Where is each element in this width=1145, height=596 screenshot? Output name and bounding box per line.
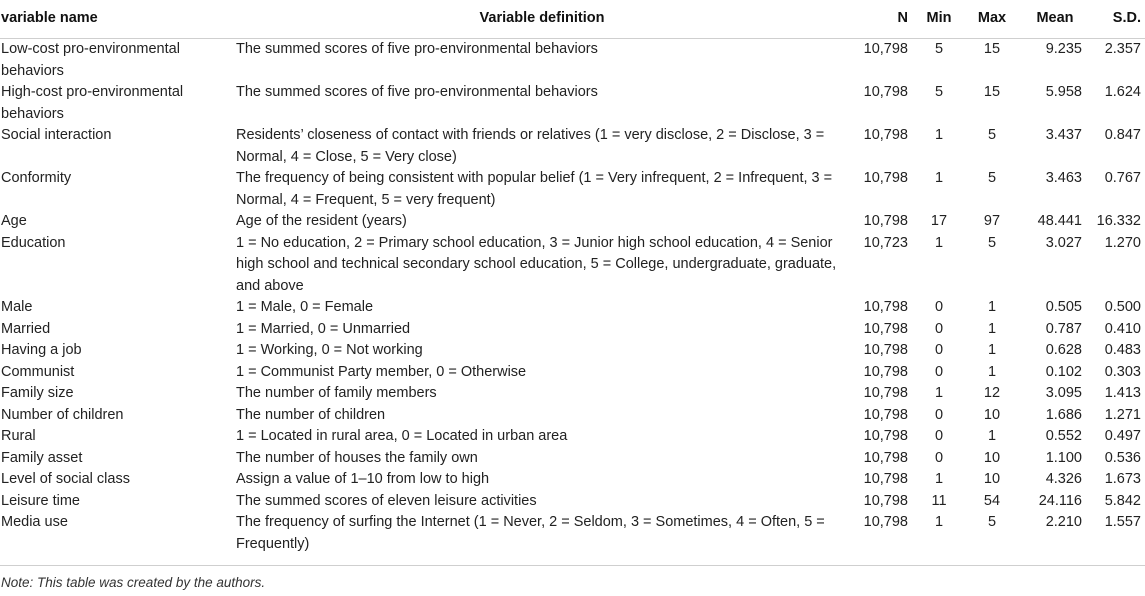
table-row	[0, 362, 1145, 384]
cell-variable-definition: 1 = Located in rural area, 0 = Located in urban area	[236, 428, 568, 444]
cell-n: 10,798	[863, 363, 908, 380]
header-row	[0, 0, 1145, 39]
table-row	[0, 168, 1145, 211]
cell-variable-definition: Residents’ closeness of contact with friends or relatives (1 = very disclose, 2 = Disclose, 3 = Normal, 4 = Close, 5 = Very close)	[236, 127, 825, 165]
cell-max: 54	[983, 492, 1001, 509]
cell-n: 10,798	[863, 213, 908, 229]
cell-variable-definition: The summed scores of eleven leisure activities	[236, 492, 537, 509]
table-row	[0, 448, 1145, 470]
cell-n: 10,798	[863, 320, 908, 337]
cell-variable-definition: The number of houses the family own	[236, 449, 478, 466]
cell-min: 1	[934, 127, 944, 143]
cell-variable-definition: 1 = No education, 2 = Primary school education, 3 = Junior high school education, 4 = Senior high school and technical secondary school education, 5 = College, undergraduate, graduate, and above	[236, 234, 837, 294]
table-body	[0, 39, 1145, 566]
cell-variable-definition: Assign a value of 1–10 from low to high	[236, 471, 490, 487]
cell-max: 1	[987, 299, 997, 315]
cell-max: 5	[966, 512, 1018, 566]
cell-n: 10,798	[863, 449, 908, 466]
cell-max: 10	[983, 449, 1001, 466]
header-variable-name: variable name	[0, 0, 232, 39]
table-row	[0, 297, 1145, 319]
cell-max: 10	[983, 471, 1001, 487]
cell-mean: 3.027	[1045, 234, 1082, 251]
table-row	[0, 426, 1145, 448]
cell-sd: 1.270	[1104, 234, 1141, 251]
cell-sd: 0.410	[1104, 320, 1141, 337]
cell-variable-definition: The number of family members	[236, 385, 437, 401]
cell-min: 1	[934, 170, 944, 186]
cell-sd: 0.536	[1104, 449, 1141, 466]
cell-variable-name: Age	[1, 213, 27, 229]
table-row	[0, 512, 1145, 566]
cell-n: 10,798	[863, 471, 908, 487]
table-row	[0, 319, 1145, 341]
cell-variable-name: High-cost pro-environmental behaviors	[1, 84, 184, 122]
cell-max: 12	[983, 385, 1001, 401]
table-row	[0, 405, 1145, 427]
cell-variable-name: Conformity	[1, 170, 72, 186]
cell-sd: 1.557	[1092, 512, 1145, 566]
cell-mean: 2.210	[1018, 512, 1092, 566]
table-row	[0, 39, 1145, 83]
cell-variable-name: Communist	[1, 363, 75, 380]
header-min: Min	[912, 0, 966, 39]
cell-mean: 24.116	[1038, 492, 1082, 509]
cell-sd: 1.673	[1104, 471, 1141, 487]
cell-variable-name: Family size	[1, 385, 74, 401]
cell-variable-name: Media use	[0, 512, 232, 566]
cell-mean: 3.437	[1045, 127, 1082, 143]
cell-min: 0	[934, 299, 944, 315]
cell-max: 1	[987, 363, 997, 380]
cell-n: 10,798	[863, 406, 908, 423]
table-header	[0, 0, 1145, 39]
cell-min: 0	[934, 406, 944, 423]
cell-min: 1	[934, 385, 944, 401]
cell-mean: 0.787	[1045, 320, 1082, 337]
cell-mean: 3.463	[1045, 170, 1082, 186]
cell-mean: 0.552	[1045, 428, 1082, 444]
cell-variable-name: Low-cost pro-environmental behaviors	[1, 41, 180, 79]
cell-max: 5	[987, 234, 997, 251]
cell-max: 15	[983, 41, 1001, 57]
table-row	[0, 469, 1145, 491]
cell-mean: 0.628	[1045, 342, 1082, 358]
cell-sd: 2.357	[1104, 41, 1141, 57]
cell-min: 1	[934, 471, 944, 487]
cell-variable-definition: The number of children	[236, 406, 386, 423]
cell-variable-definition: The frequency of being consistent with popular belief (1 = Very infrequent, 2 = Infrequent, 3 = Normal, 4 = Frequent, 5 = very frequent)	[236, 170, 833, 208]
cell-variable-definition: 1 = Married, 0 = Unmarried	[236, 320, 411, 337]
cell-mean: 1.686	[1045, 406, 1082, 423]
cell-sd: 1.271	[1104, 406, 1141, 423]
cell-sd: 0.767	[1104, 170, 1141, 186]
cell-sd: 5.842	[1104, 492, 1141, 509]
cell-n: 10,798	[863, 127, 908, 143]
cell-max: 97	[983, 213, 1001, 229]
cell-variable-definition: The frequency of surfing the Internet (1 = Never, 2 = Seldom, 3 = Sometimes, 4 = Often, 5 = Frequently)	[232, 512, 852, 566]
cell-sd: 0.483	[1104, 342, 1141, 358]
cell-sd: 0.303	[1104, 363, 1141, 380]
table-row	[0, 211, 1145, 233]
header-max: Max	[966, 0, 1018, 39]
cell-n: 10,798	[852, 512, 912, 566]
cell-mean: 1.100	[1045, 449, 1082, 466]
cell-min: 5	[934, 84, 944, 100]
table-row	[0, 383, 1145, 405]
cell-sd: 1.624	[1104, 84, 1141, 100]
header-variable-definition: Variable definition	[232, 0, 852, 39]
cell-variable-name: Family asset	[1, 449, 83, 466]
cell-max: 1	[987, 320, 997, 337]
cell-min: 0	[934, 363, 944, 380]
cell-variable-name: Male	[1, 299, 33, 315]
cell-variable-definition: The summed scores of five pro-environmental behaviors	[236, 84, 598, 100]
cell-mean: 0.102	[1045, 363, 1082, 380]
cell-n: 10,798	[863, 41, 908, 57]
header-n: N	[852, 0, 912, 39]
cell-variable-name: Number of children	[1, 406, 124, 423]
cell-max: 5	[987, 170, 997, 186]
cell-sd: 1.413	[1104, 385, 1141, 401]
cell-n: 10,798	[863, 492, 908, 509]
cell-sd: 0.500	[1104, 299, 1141, 315]
cell-sd: 0.497	[1104, 428, 1141, 444]
table-row	[0, 82, 1145, 125]
cell-min: 1	[912, 512, 966, 566]
table-row	[0, 233, 1145, 298]
cell-variable-name: Having a job	[1, 342, 82, 358]
table-row	[0, 125, 1145, 168]
cell-variable-definition: Age of the resident (years)	[236, 213, 407, 229]
cell-min: 0	[934, 449, 944, 466]
cell-max: 5	[987, 127, 997, 143]
cell-min: 5	[934, 41, 944, 57]
cell-mean: 5.958	[1045, 84, 1082, 100]
header-mean: Mean	[1018, 0, 1092, 39]
cell-max: 1	[987, 342, 997, 358]
cell-mean: 9.235	[1045, 41, 1082, 57]
cell-min: 17	[930, 213, 948, 229]
cell-n: 10,798	[863, 428, 908, 444]
cell-n: 10,798	[863, 342, 908, 358]
cell-variable-name: Level of social class	[1, 471, 130, 487]
cell-n: 10,798	[863, 385, 908, 401]
cell-mean: 3.095	[1045, 385, 1082, 401]
cell-variable-name: Rural	[1, 428, 36, 444]
cell-min: 0	[934, 428, 944, 444]
cell-n: 10,798	[863, 170, 908, 186]
table-note: Note: This table was created by the authors.	[1, 575, 266, 590]
cell-max: 15	[983, 84, 1001, 100]
cell-variable-definition: The summed scores of five pro-environmental behaviors	[236, 41, 598, 57]
cell-n: 10,723	[863, 234, 908, 251]
cell-variable-name: Married	[1, 320, 51, 337]
cell-min: 0	[934, 320, 944, 337]
cell-n: 10,798	[863, 299, 908, 315]
cell-max: 10	[983, 406, 1001, 423]
cell-mean: 48.441	[1037, 213, 1082, 229]
header-sd: S.D.	[1092, 0, 1145, 39]
cell-sd: 16.332	[1096, 213, 1141, 229]
cell-variable-definition: 1 = Male, 0 = Female	[236, 299, 374, 315]
cell-variable-name: Social interaction	[1, 127, 112, 143]
cell-variable-name: Education	[1, 234, 66, 251]
cell-n: 10,798	[863, 84, 908, 100]
cell-min: 11	[931, 492, 947, 509]
table-row	[0, 491, 1145, 513]
cell-max: 1	[987, 428, 997, 444]
cell-min: 0	[934, 342, 944, 358]
cell-variable-definition: 1 = Communist Party member, 0 = Otherwise	[236, 363, 527, 380]
cell-mean: 0.505	[1045, 299, 1082, 315]
cell-variable-definition: 1 = Working, 0 = Not working	[236, 342, 423, 358]
cell-mean: 4.326	[1045, 471, 1082, 487]
cell-variable-name: Leisure time	[1, 492, 80, 509]
cell-sd: 0.847	[1104, 127, 1141, 143]
table-row	[0, 340, 1145, 362]
cell-min: 1	[934, 234, 944, 251]
